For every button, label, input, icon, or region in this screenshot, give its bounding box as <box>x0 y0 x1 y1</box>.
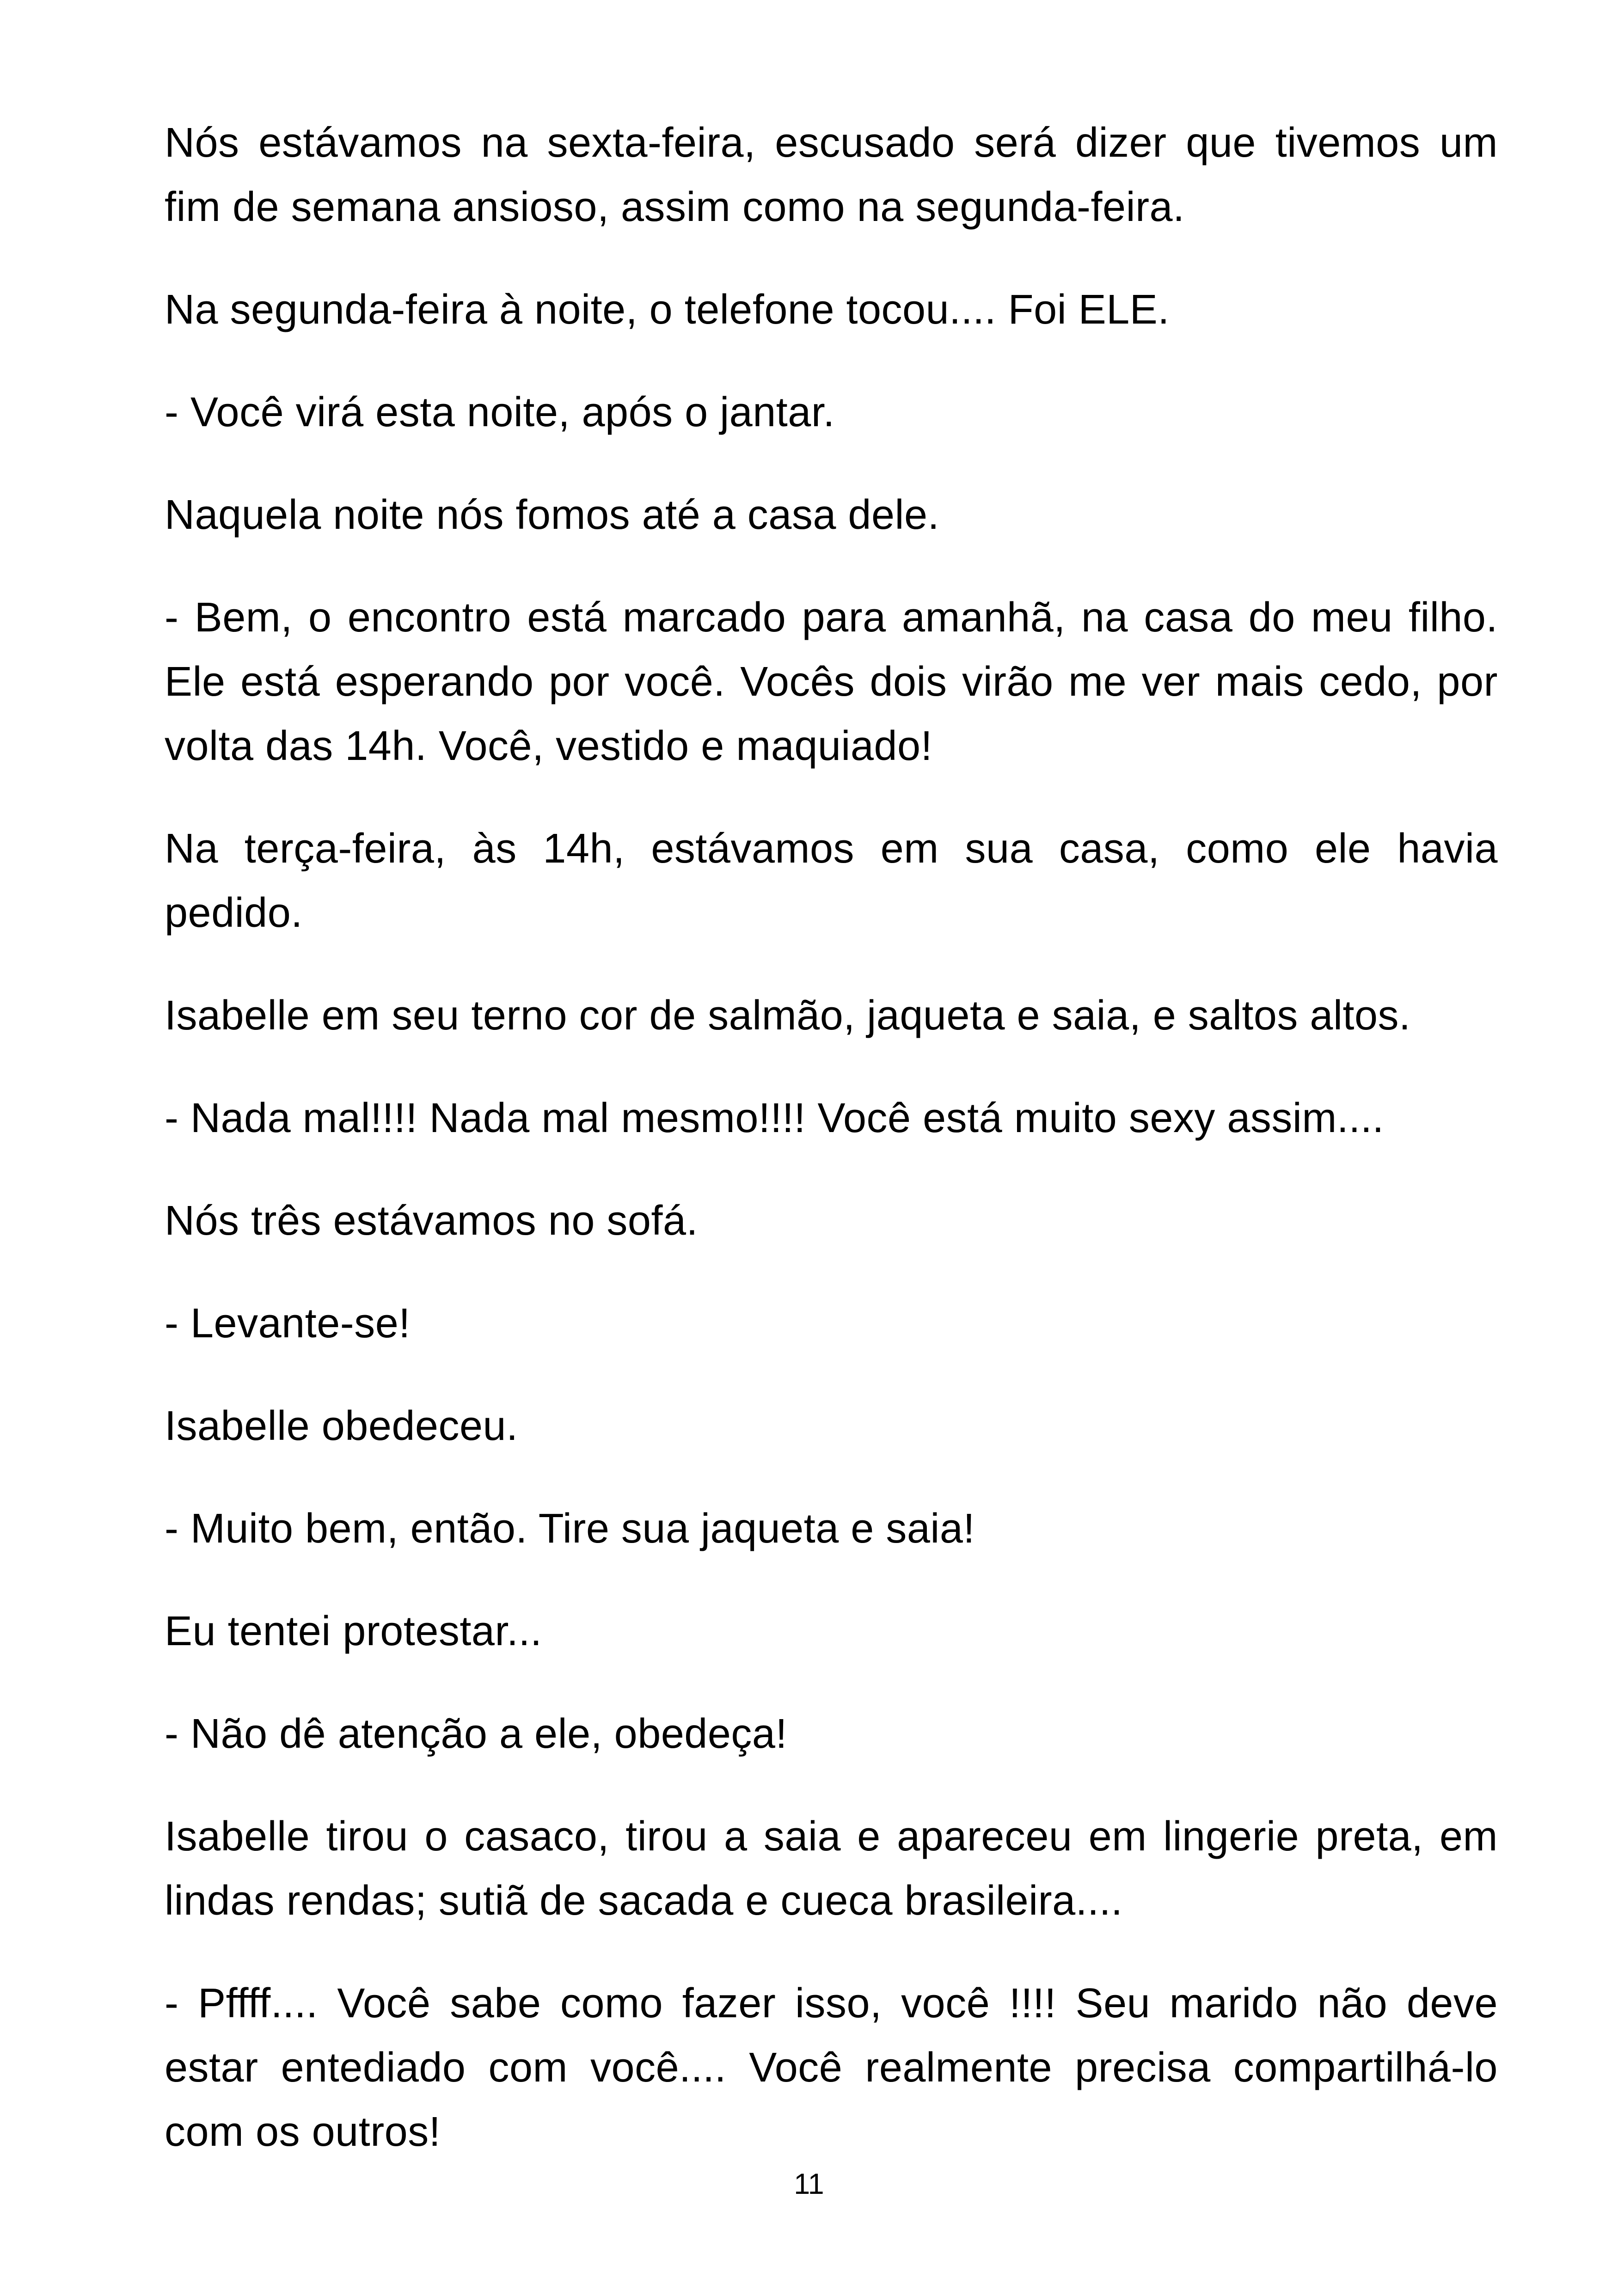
paragraph: - Não dê atenção a ele, obedeça! <box>165 1711 787 1757</box>
text-body <box>165 111 1498 2203</box>
paragraph: - Nada mal!!!! Nada mal mesmo!!!! Você está muito sexy assim.... <box>165 1095 1384 1141</box>
paragraph: - Você virá esta noite, após o jantar. <box>165 389 835 435</box>
paragraph: Isabelle obedeceu. <box>165 1403 518 1449</box>
paragraph: - Pffff.... Você sabe como fazer isso, você !!!! Seu marido não deve estar entediado com você.... Você realmente precisa compartilhá-lo com os outros! <box>165 1980 1498 2155</box>
paragraph: Nós estávamos na sexta-feira, escusado será dizer que tivemos um fim de semana ansioso, assim como na segunda-feira. <box>165 120 1498 230</box>
paragraph: - Levante-se! <box>165 1300 411 1347</box>
page-number: 11 <box>794 2168 824 2200</box>
paragraph: Na segunda-feira à noite, o telefone tocou.... Foi ELE. <box>165 287 1170 333</box>
paragraph: - Bem, o encontro está marcado para amanhã, na casa do meu filho. Ele está esperando por você. Vocês dois virão me ver mais cedo, por volta das 14h. Você, vestido e maquiado! <box>165 594 1498 769</box>
paragraph: Eu tentei protestar... <box>165 1608 542 1654</box>
paragraph: Nós três estávamos no sofá. <box>165 1198 699 1244</box>
paragraph: Isabelle tirou o casaco, tirou a saia e apareceu em lingerie preta, em lindas rendas; sutiã de sacada e cueca brasileira.... <box>165 1813 1498 1924</box>
paragraph: Naquela noite nós fomos até a casa dele. <box>165 492 940 538</box>
paragraph: - Muito bem, então. Tire sua jaqueta e saia! <box>165 1506 975 1552</box>
paragraph: Isabelle em seu terno cor de salmão, jaqueta e saia, e saltos altos. <box>165 992 1411 1039</box>
paragraph: Na terça-feira, às 14h, estávamos em sua casa, como ele havia pedido. <box>165 826 1498 936</box>
